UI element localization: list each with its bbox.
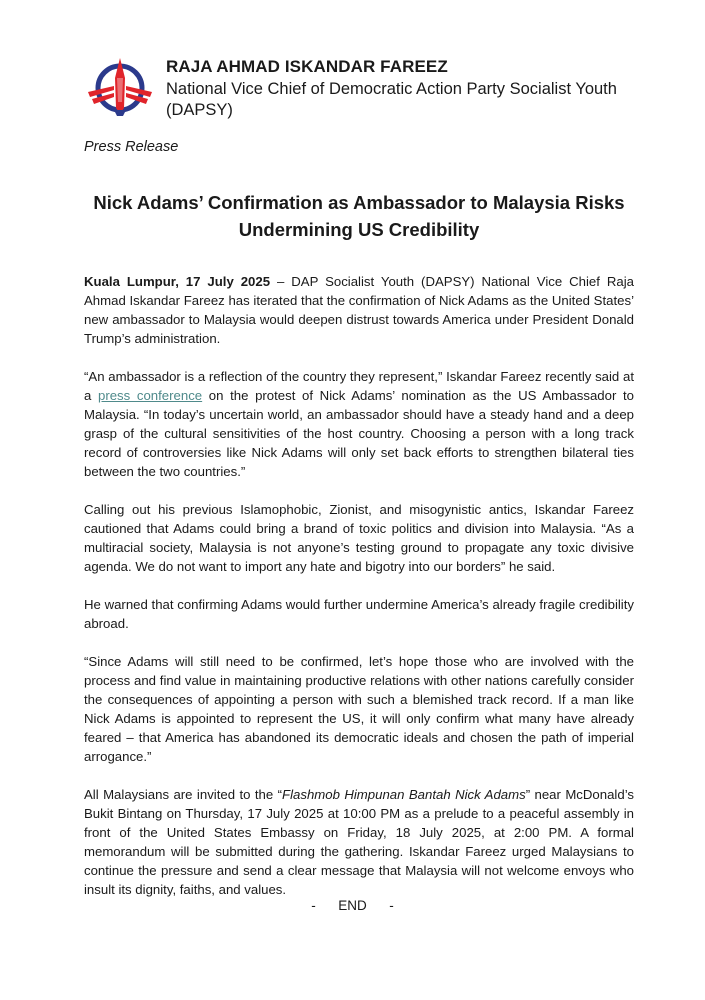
paragraph-2 (84, 367, 634, 481)
document-label: Press Release (84, 139, 179, 155)
dap-rocket-logo-icon (84, 56, 156, 118)
event-name: Flashmob Himpunan Bantah Nick Adams (282, 787, 526, 802)
letterhead (84, 56, 644, 126)
letterhead-text (166, 56, 636, 121)
paragraph-5: “Since Adams will still need to be confirmed, let’s hope those who are involved with the process and find value in maintaining productive relations with other nations carefully consider the consequences of appointing a person with such a blemished track record. If a man like Nick Adams is appointed to represent the US, it will only confirm what many have already feared – that America has abandoned its democratic ideals and chosen the path of imperial arrogance.” (84, 654, 634, 764)
paragraph-6-text-b: ” near McDonald’s Bukit Bintang on Thursday, 17 July 2025 at 10:00 PM as a prelude to a peaceful assembly in front of the United States Embassy on Friday, 18 July 2025, at 2:00 PM. A formal memorandum will be submitted during the gathering. Iskandar Fareez urged Malaysians to continue the pressure and send a clear message that Malaysia will not welcome envoys who insult its dignity, faiths, and values. (84, 787, 634, 897)
paragraph-1 (84, 272, 634, 348)
paragraph-2-text-b: on the protest of Nick Adams’ nomination as the US Ambassador to Malaysia. “In today’s uncertain world, an ambassador should have a steady hand and a deep grasp of the cultural sensitivities of the host country. Choosing a person with a long track record of controversies like Nick Adams will only set back efforts to strengthen bilateral ties between the two countries.” (84, 388, 635, 479)
dateline: Kuala Lumpur, 17 July 2025 (84, 274, 271, 289)
press-conference-link[interactable]: press conference (97, 388, 203, 403)
end-marker (0, 898, 705, 913)
paragraph-6 (84, 785, 634, 899)
press-release-title: Nick Adams’ Confirmation as Ambassador to Malaysia Risks Undermining US Credibility (93, 192, 625, 240)
press-release-body (84, 272, 634, 918)
paragraph-3: Calling out his previous Islamophobic, Zionist, and misogynistic antics, Iskandar Fareez cautioned that Adams could bring a brand of toxic politics and division into Malaysia. “As a multiracial society, Malaysia is not anyone’s testing ground to propagate any toxic divisive agenda. We do not want to import any hate and bigotry into our borders” he said. (84, 502, 634, 574)
end-marker-text: - END - (311, 898, 394, 913)
paragraph-2-text-a: “An ambassador is a reflection of the country they represent,” Iskandar Fareez recently said at a (84, 369, 634, 403)
author-role: National Vice Chief of Democratic Action Party Socialist Youth (DAPSY) (166, 80, 617, 119)
paragraph-1-text: – DAP Socialist Youth (DAPSY) National Vice Chief Raja Ahmad Iskandar Fareez has iterated that the confirmation of Nick Adams as the United States’ new ambassador to Malaysia would deepen distrust towards America under President Donald Trump’s administration. (84, 274, 634, 346)
author-name: RAJA AHMAD ISKANDAR FAREEZ (166, 57, 448, 76)
paragraph-6-text-a: All Malaysians are invited to the “ (84, 787, 283, 802)
paragraph-4: He warned that confirming Adams would further undermine America’s already fragile credibility abroad. (84, 597, 634, 631)
